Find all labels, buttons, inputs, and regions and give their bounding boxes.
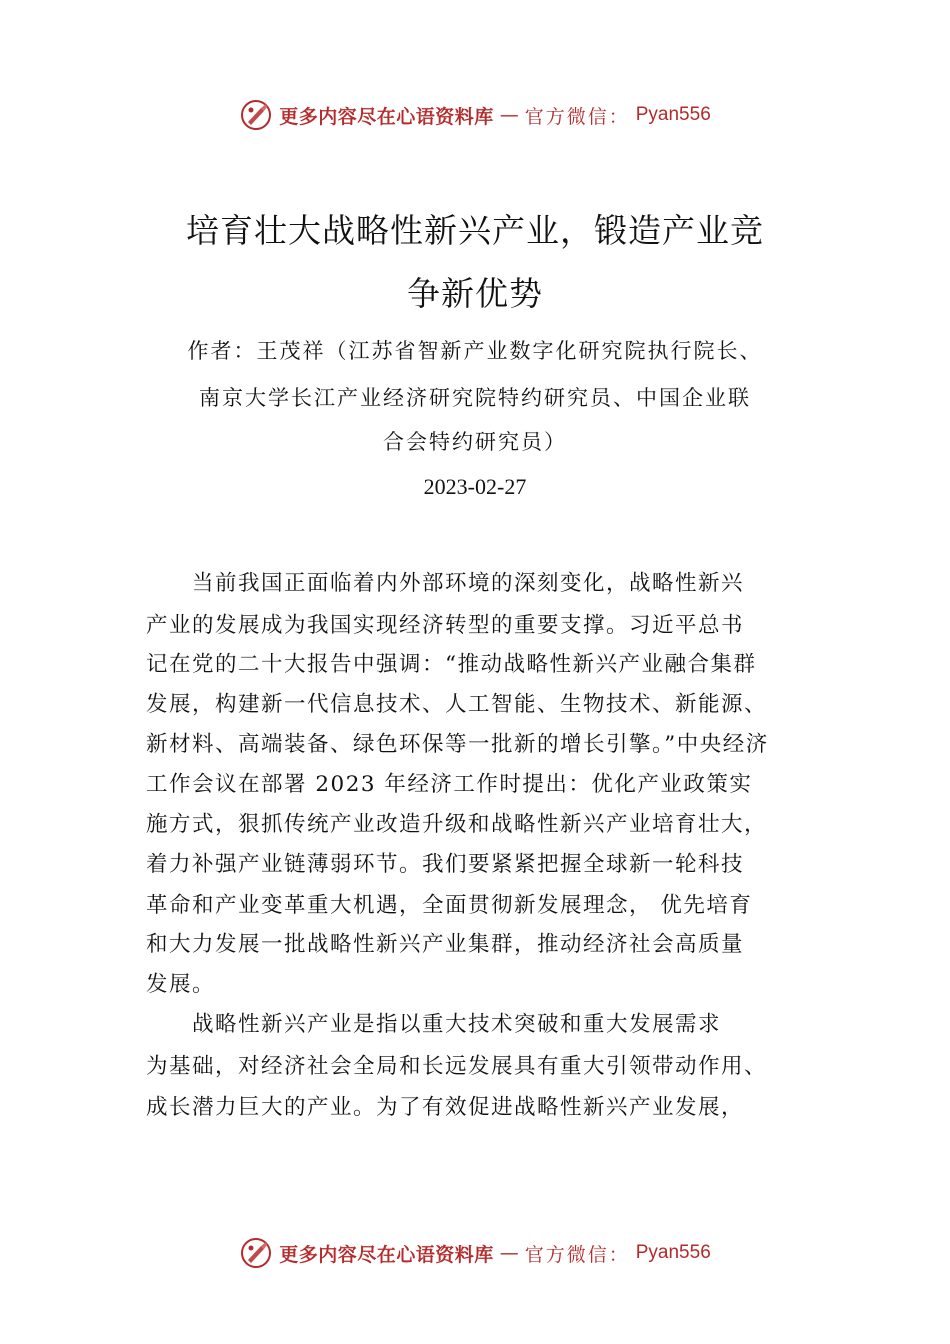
logo-icon: [239, 98, 273, 132]
body-line: 当前我国正面临着内外部环境的深刻变化，战略性新兴: [146, 571, 745, 596]
body-line: 记在党的二十大报告中强调：“推动战略性新兴产业融合集群: [146, 652, 757, 677]
body-line: 新材料、高端装备、绿色环保等一批新的增长引擎。”中央经济: [146, 732, 769, 757]
watermark-wechat-label: 官方微信：: [524, 105, 630, 128]
watermark-dash: —: [499, 1242, 519, 1264]
body-line: 施方式，狠抓传统产业改造升级和战略性新兴产业培育壮大，: [146, 812, 768, 837]
author-line-1: 作者：王茂祥（江苏省智新产业数字化研究院执行院长、: [187, 339, 763, 363]
body-line: 为基础，对经济社会全局和长远发展具有重大引领带动作用、: [146, 1054, 768, 1079]
header-watermark: [0, 95, 950, 135]
watermark-wechat-id: Pyan556: [635, 1242, 711, 1263]
body-line: 产业的发展成为我国实现经济转型的重要支撑。习近平总书: [146, 613, 745, 638]
watermark-main-text: 更多内容尽在心语资料库: [279, 1243, 494, 1266]
logo-icon: [239, 1236, 273, 1270]
article-title-line-1: 培育壮大战略性新兴产业，锻造产业竞: [186, 211, 764, 250]
body-line: 成长潜力巨大的产业。为了有效促进战略性新兴产业发展，: [146, 1095, 745, 1120]
body-line: 发展，构建新一代信息技术、人工智能、生物技术、新能源、: [146, 692, 768, 717]
footer-watermark: [0, 1233, 950, 1273]
body-line: 着力补强产业链薄弱环节。我们要紧紧把握全球新一轮科技: [146, 852, 745, 877]
watermark-wechat-id: Pyan556: [635, 104, 711, 125]
author-line-2: 南京大学长江产业经济研究院特约研究员、中国企业联: [199, 386, 751, 410]
article-date: 2023-02-27: [423, 474, 527, 499]
body-line: 发展。: [146, 972, 216, 997]
body-line: 战略性新兴产业是指以重大技术突破和重大发展需求: [146, 1012, 722, 1037]
author-line-3: 合会特约研究员）: [383, 430, 567, 454]
watermark-dash: —: [499, 104, 519, 126]
watermark-main-text: 更多内容尽在心语资料库: [279, 105, 494, 128]
body-line: 工作会议在部署 2023 年经济工作时提出：优化产业政策实: [146, 772, 753, 797]
body-line: 革命和产业变革重大机遇，全面贯彻新发展理念， 优先培育: [146, 893, 753, 918]
watermark-wechat-label: 官方微信：: [524, 1243, 630, 1266]
body-line: 和大力发展一批战略性新兴产业集群，推动经济社会高质量: [146, 932, 745, 957]
article-title-line-2: 争新优势: [407, 274, 543, 313]
